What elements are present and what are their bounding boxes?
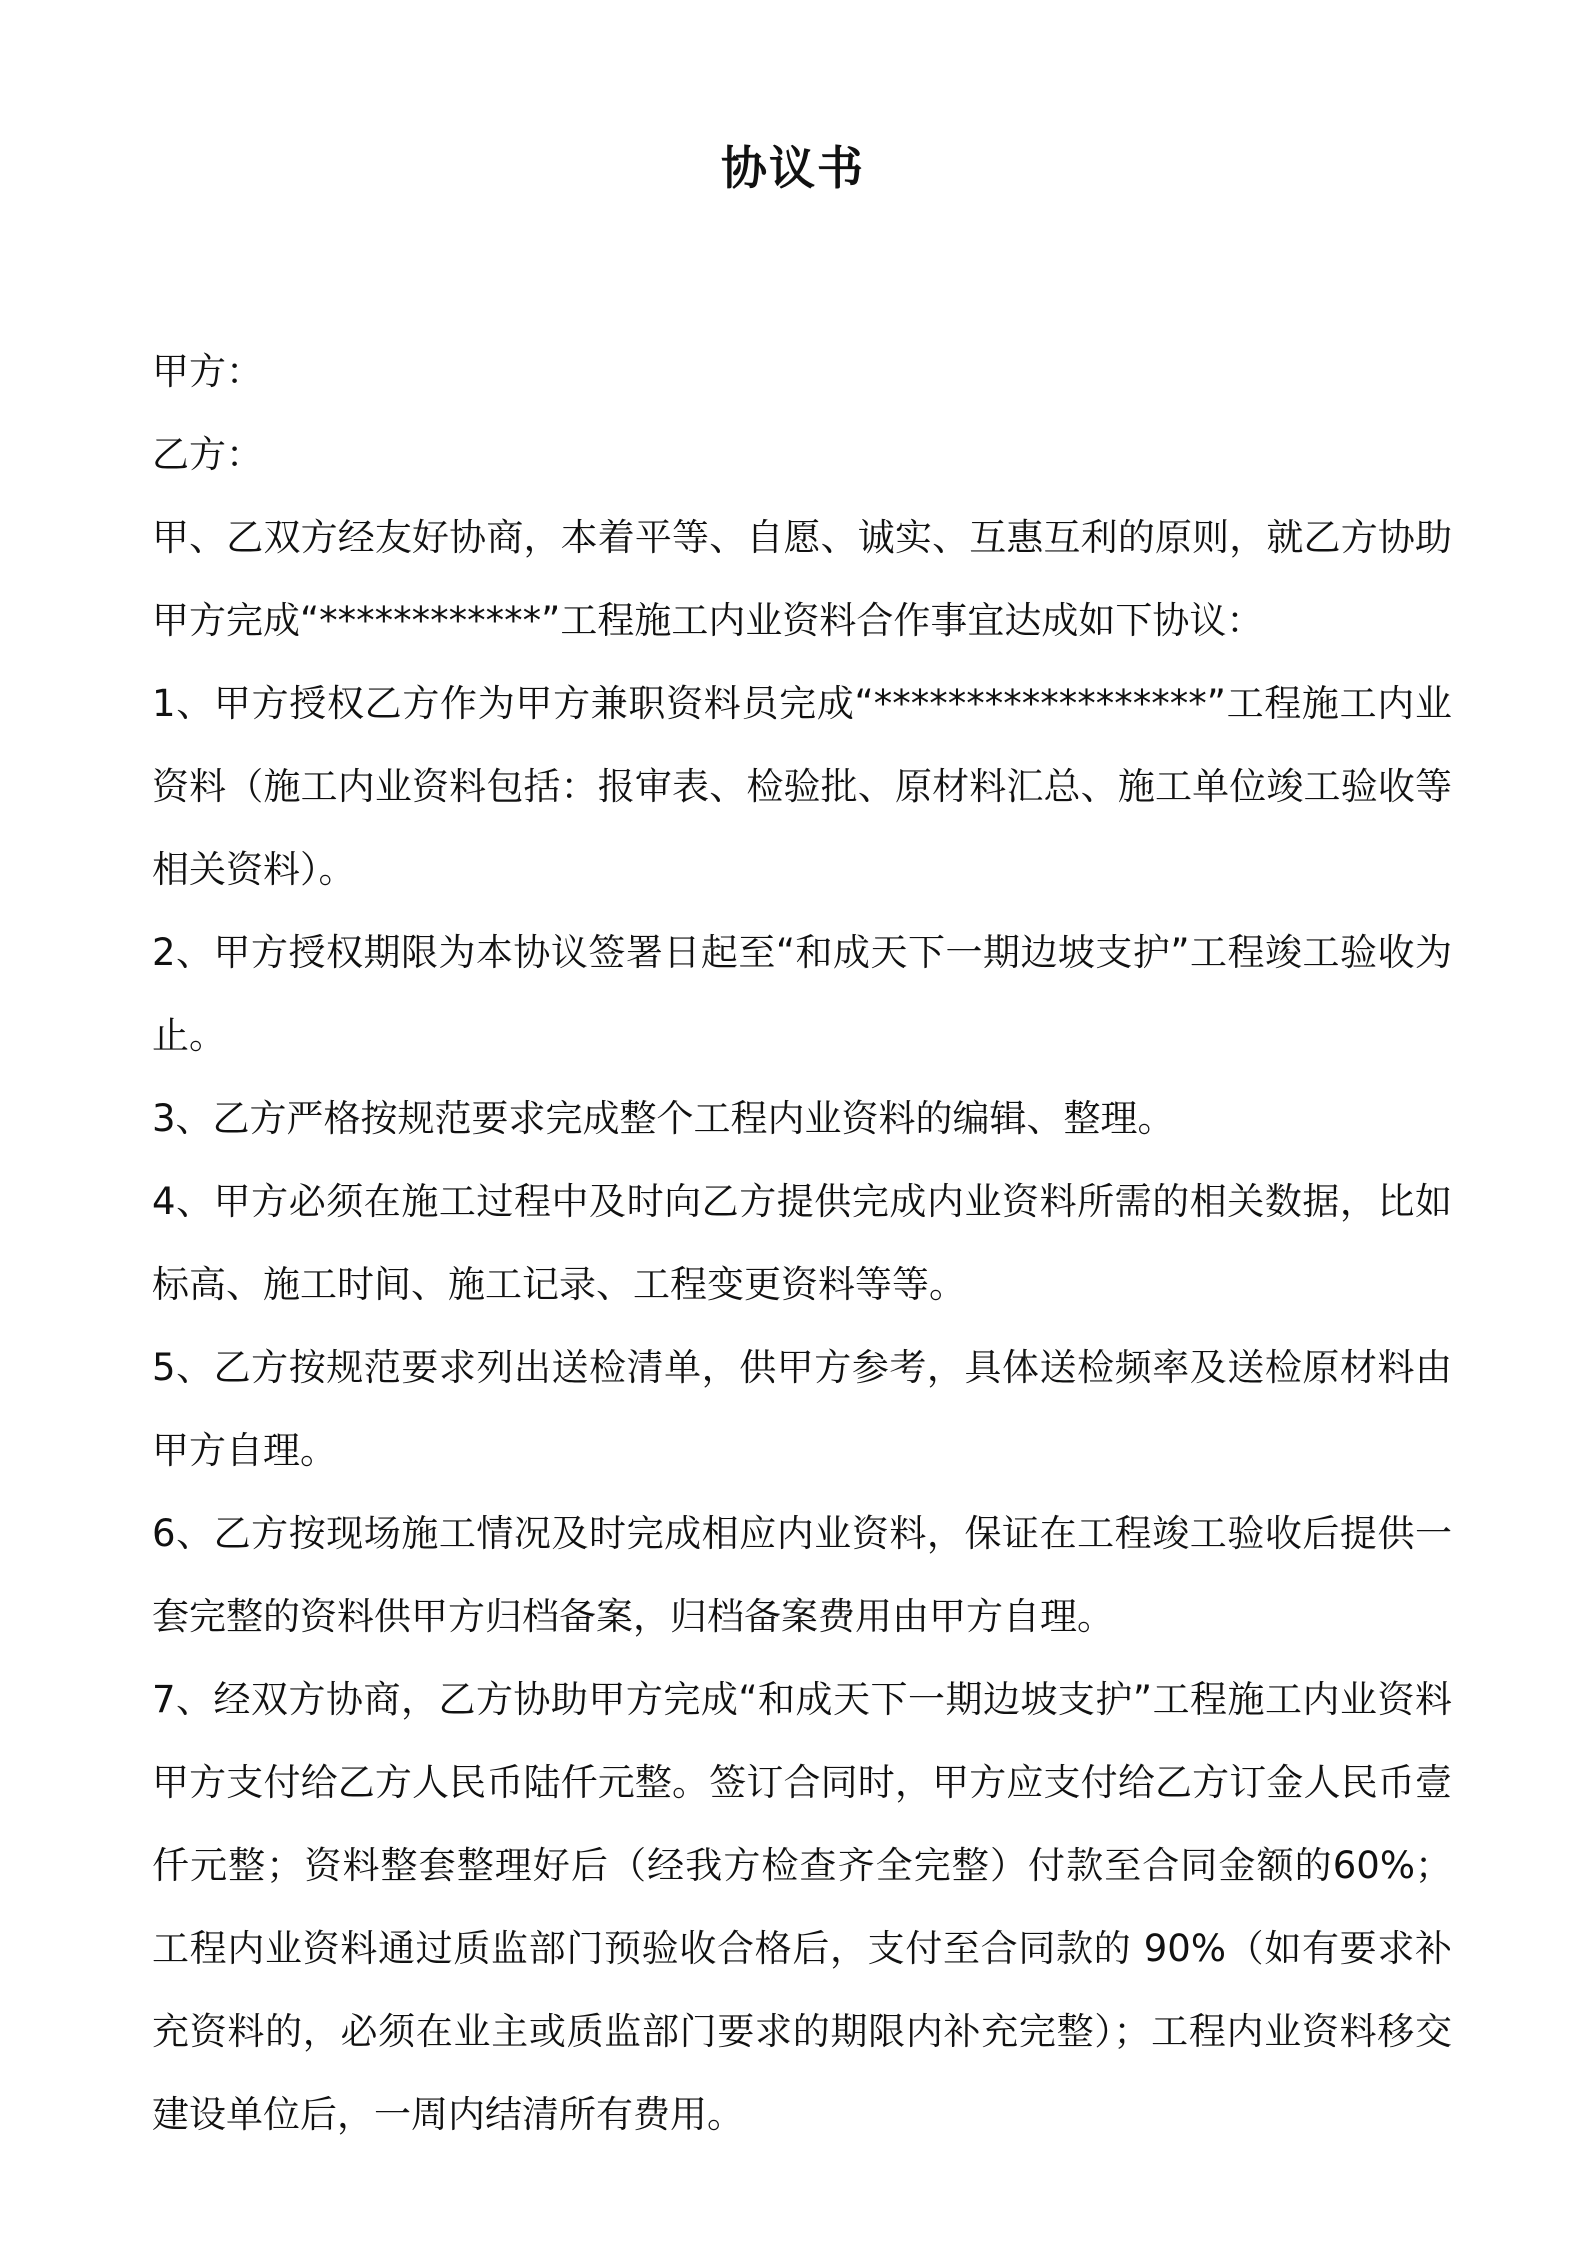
party-b-line: 乙方： <box>152 433 263 476</box>
document-body <box>152 330 1452 2156</box>
clause-5: 5、乙方按规范要求列出送检清单，供甲方参考，具体送检频率及送检原材料由甲方自理。 <box>152 1346 1452 1472</box>
preamble-paragraph: 甲、乙双方经友好协商，本着平等、自愿、诚实、互惠互利的原则，就乙方协助甲方完成“************”工程施工内业资料合作事宜达成如下协议： <box>152 516 1452 642</box>
clause-7: 7、经双方协商，乙方协助甲方完成“和成天下一期边坡支护”工程施工内业资料甲方支付给乙方人民币陆仟元整。签订合同时，甲方应支付给乙方订金人民币壹仟元整；资料整套整理好后（经我方检查齐全完整）付款至合同金额的60%；工程内业资料通过质监部门预验收合格后，支付至合同款的 90%（如有要求补充资料的，必须在业主或质监部门要求的期限内补充完整）；工程内业资料移交建设单位后，一周内结清所有费用。 <box>152 1678 1452 2136</box>
clause-3: 3、乙方严格按规范要求完成整个工程内业资料的编辑、整理。 <box>152 1097 1175 1140</box>
clause-1: 1、甲方授权乙方作为甲方兼职资料员完成“******************”工程施工内业资料（施工内业资料包括：报审表、检验批、原材料汇总、施工单位竣工验收等相关资料）。 <box>152 682 1452 891</box>
clause-6: 6、乙方按现场施工情况及时完成相应内业资料，保证在工程竣工验收后提供一套完整的资料供甲方归档备案，归档备案费用由甲方自理。 <box>152 1512 1452 1638</box>
clause-2: 2、甲方授权期限为本协议签署日起至“和成天下一期边坡支护”工程竣工验收为止。 <box>152 931 1452 1057</box>
document-title: 协议书 <box>721 141 865 195</box>
party-a-line: 甲方： <box>152 350 263 393</box>
clause-4: 4、甲方必须在施工过程中及时向乙方提供完成内业资料所需的相关数据，比如标高、施工时间、施工记录、工程变更资料等等。 <box>152 1180 1452 1306</box>
